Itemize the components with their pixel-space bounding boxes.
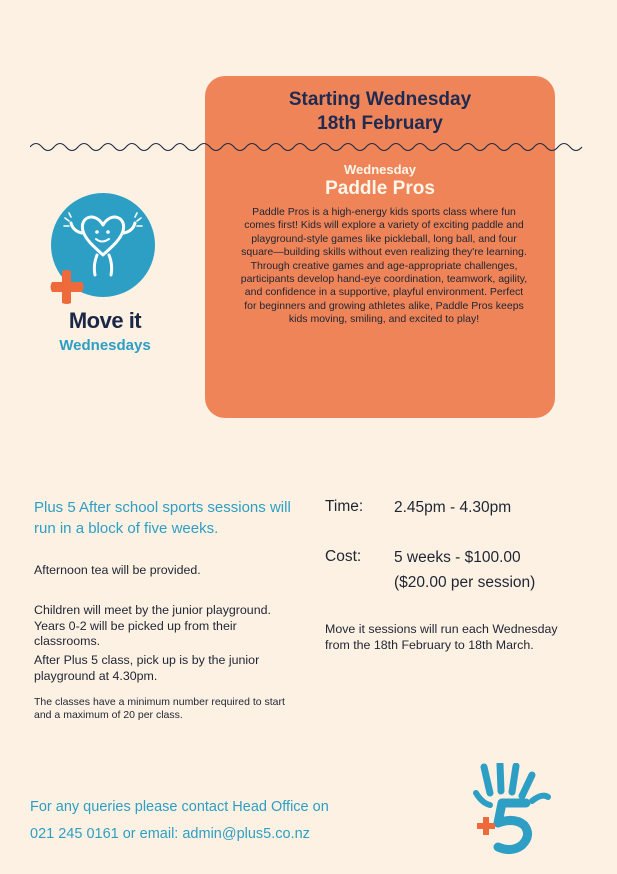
card-description: Paddle Pros is a high-energy kids sports class where fun comes first! Kids will explore a variety of exciting paddle and playground-style games like pickleball, long ball, and four square—building skills without even realizing they're learning. Through creative games and age-appropriate challenges, participants develop hand-eye coordination, teamwork, agility, and confidence in a supportive, playful environment. Perfect for beginners and growing athletes alike, Paddle Pros keeps kids moving, smiling, and excited to play! [240,206,528,326]
afternoon-tea-note: Afternoon tea will be provided. [34,563,201,577]
pickup-note-2: After Plus 5 class, pick up is by the junior playground at 4.30pm. [34,653,260,683]
time-label: Time: [325,498,364,515]
sessions-note: Move it sessions will run each Wednesday from the 18th February to 18th March. [325,622,558,652]
move-it-title: Move it [68,308,142,333]
heading-line-1: Starting Wednesday [288,89,472,110]
plus5-hand-icon [468,763,552,859]
cost-label: Cost: [325,548,362,565]
block-intro: Plus 5 After school sports sessions will run in a block of five weeks. [34,499,291,537]
start-date-heading [205,88,555,136]
heading-line-2: 18th February [317,113,443,134]
time-value: 2.45pm - 4.30pm [394,499,512,516]
plus-icon [48,268,86,306]
wave-divider [30,140,586,154]
pickup-note-1: Children will meet by the junior playground. Years 0-2 will be picked up from their classrooms. [34,603,271,648]
class-size-note: The classes have a minimum number required to start and a maximum of 20 per class. [34,696,285,721]
cost-per-session: ($20.00 per session) [394,574,536,591]
cost-value: 5 weeks - $100.00 [394,549,521,566]
card-title: Paddle Pros [325,178,435,199]
contact-line-1: For any queries please contact Head Office on [30,799,329,815]
move-it-subtitle: Wednesdays [59,337,151,354]
contact-line-2: 021 245 0161 or email: admin@plus5.co.nz [30,826,310,842]
card-day: Wednesday [343,162,416,177]
